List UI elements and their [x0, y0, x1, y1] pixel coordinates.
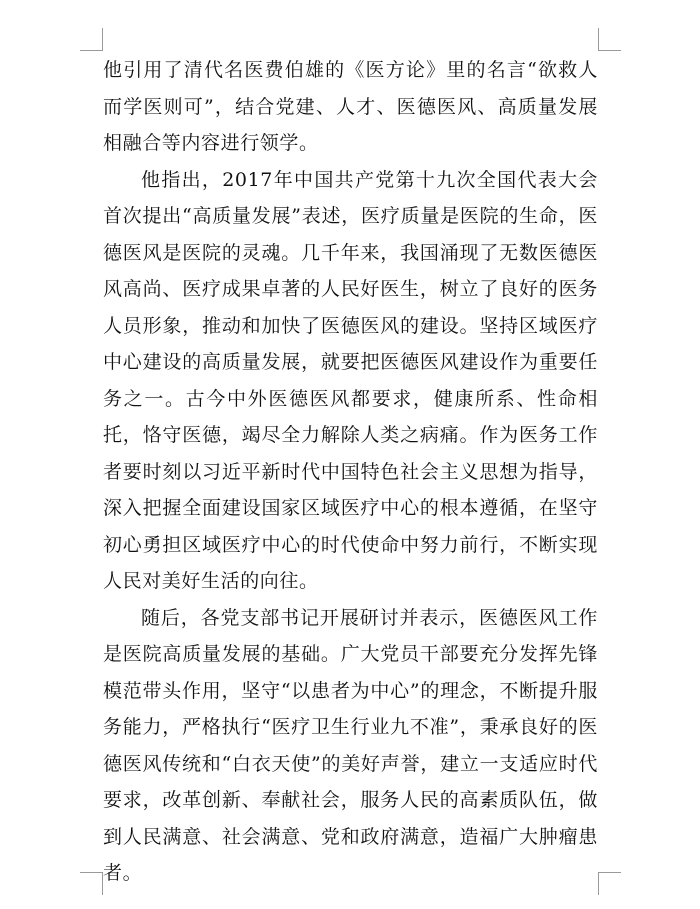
paragraph-1: 他引用了清代名医费伯雄的《医方论》里的名言“欲救人而学医则可”，结合党建、人才、医德医风、高质量发展相融合等内容进行领学。 [103, 59, 598, 154]
page-corner-mark-top-left [80, 28, 103, 51]
document-body [103, 52, 598, 892]
paragraph-2: 他指出，2017年中国共产党第十九次全国代表大会首次提出“高质量发展”表述，医疗质量是医院的生命，医德医风是医院的灵魂。几千年来，我国涌现了无数医德医风高尚、医疗成果卓著的人民好医生，树立了良好的医务人员形象，推动和加快了医德医风的建设。坚持区域医疗中心建设的高质量发展，就要把医德医风建设作为重要任务之一。古今中外医德医风都要求，健康所系、性命相托，恪守医德，竭尽全力解除人类之病痛。作为医务工作者要时刻以习近平新时代中国特色社会主义思想为指导，深入把握全面建设国家区域医疗中心的根本遵循，在坚守初心勇担区域医疗中心的时代使命中努力前行，不断实现人民对美好生活的向往。 [103, 168, 598, 592]
page-corner-mark-bottom-left [80, 872, 103, 895]
paragraph-3: 随后，各党支部书记开展研讨并表示，医德医风工作是医院高质量发展的基础。广大党员干部要充分发挥先锋模范带头作用，坚守“以患者为中心”的理念，不断提升服务能力，严格执行“医疗卫生行业九不准”，秉承良好的医德医风传统和“白衣天使”的美好声誉，建立一支适应时代要求，改革创新、奉献社会，服务人民的高素质队伍，做到人民满意、社会满意、党和政府满意，造福广大肿瘤患者。 [103, 606, 598, 884]
page-corner-mark-bottom-right [598, 872, 621, 895]
page-corner-mark-top-right [598, 28, 621, 51]
